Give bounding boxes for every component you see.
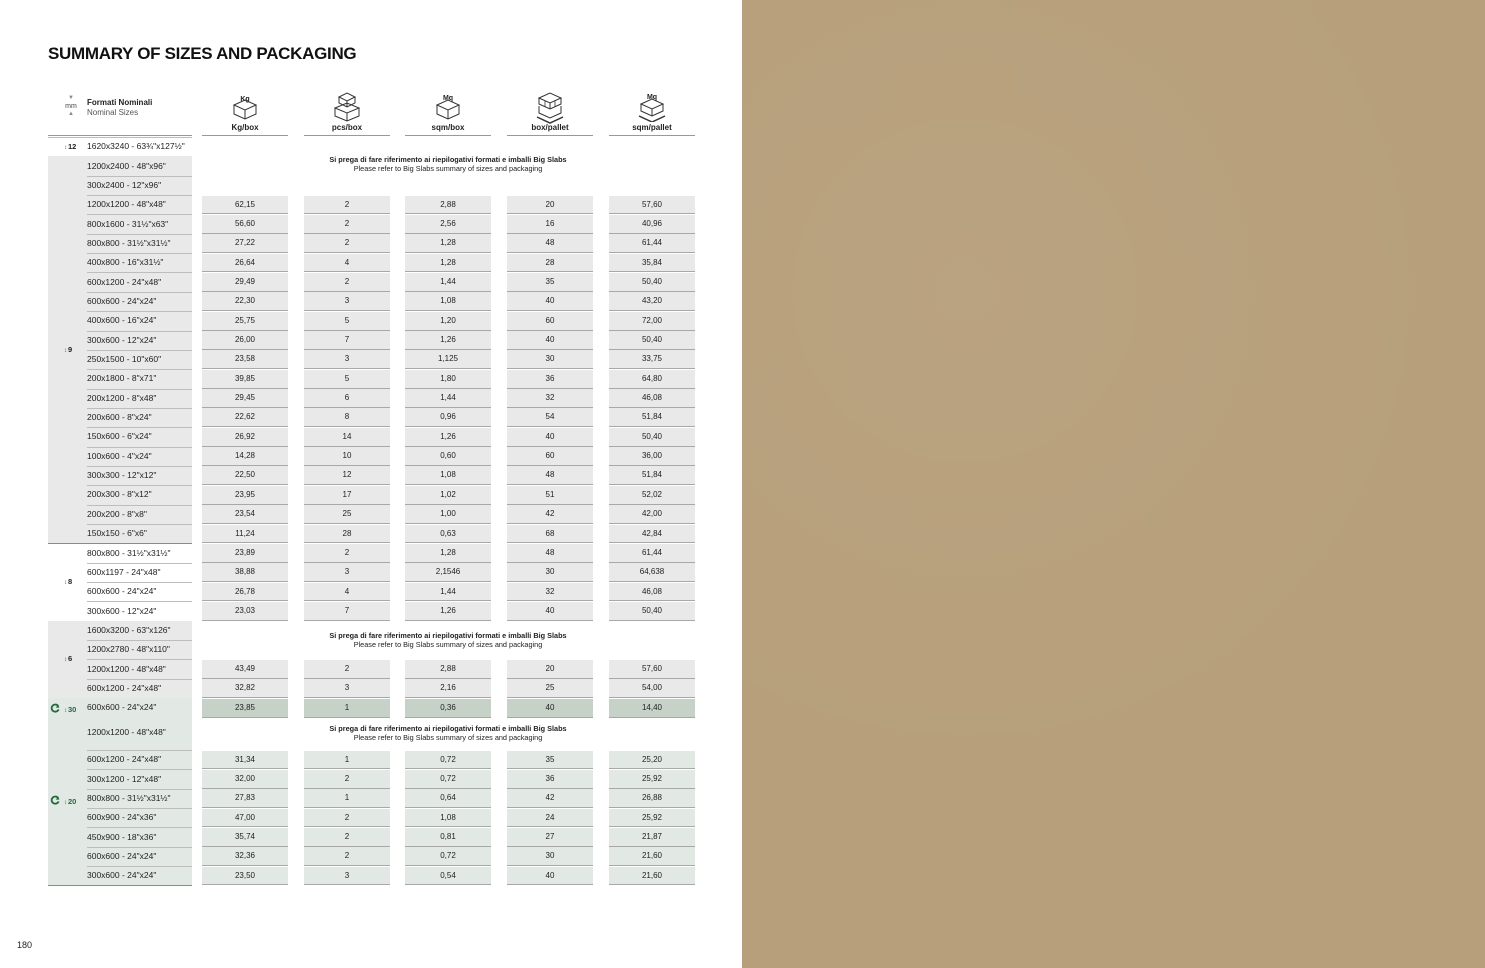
table-cell: 23,85 bbox=[202, 699, 288, 717]
big-slabs-note-it: Si prega di fare riferimento ai riepilogativi formati e imballi Big Slabs bbox=[329, 723, 567, 733]
size-label: 200x600 - 8"x24" bbox=[87, 412, 152, 423]
size-label: 1620x3240 - 63¾"x127½" bbox=[87, 141, 185, 152]
table-cell: 4 bbox=[304, 583, 390, 601]
size-label: 1600x3200 - 63"x126" bbox=[87, 624, 171, 635]
svg-text:Mq: Mq bbox=[442, 95, 454, 102]
size-label: 600x1200 - 24"x48" bbox=[87, 682, 162, 693]
size-label: 400x600 - 16"x24" bbox=[87, 315, 157, 326]
thickness-arrows-icon: ↕ bbox=[64, 657, 67, 664]
table-cell: 22,50 bbox=[202, 466, 288, 484]
table-cell: 29,45 bbox=[202, 389, 288, 407]
table-cell: 72,00 bbox=[609, 312, 695, 330]
thickness-label-30 bbox=[50, 703, 76, 714]
table-cell: 3 bbox=[304, 350, 390, 368]
weight-box-icon bbox=[202, 92, 288, 120]
svg-text:Mq: Mq bbox=[646, 94, 658, 101]
size-label: 600x600 - 24"x24" bbox=[87, 295, 157, 306]
cell-divider bbox=[405, 717, 491, 718]
table-cell: 7 bbox=[304, 331, 390, 349]
column-header-label: sqm/pallet bbox=[632, 123, 672, 132]
table-cell: 43,49 bbox=[202, 660, 288, 678]
table-cell: 14,40 bbox=[609, 699, 695, 717]
table-cell: 11,24 bbox=[202, 525, 288, 543]
size-label: 800x800 - 31½"x31½" bbox=[87, 792, 171, 803]
table-cell: 2 bbox=[304, 828, 390, 846]
table-cell: 54,00 bbox=[609, 679, 695, 697]
table-cell: 47,00 bbox=[202, 809, 288, 827]
column-header-pcs-per-box bbox=[304, 90, 390, 136]
size-label: 600x900 - 24"x36" bbox=[87, 812, 157, 823]
table-cell: 28 bbox=[507, 254, 593, 272]
table-cell: 38,88 bbox=[202, 563, 288, 581]
cell-divider bbox=[202, 884, 288, 885]
table-cell: 3 bbox=[304, 867, 390, 885]
table-cell: 1,02 bbox=[405, 486, 491, 504]
table-cell: 2 bbox=[304, 847, 390, 865]
table-cell: 42 bbox=[507, 789, 593, 807]
recycle-icon bbox=[50, 795, 60, 805]
cell-divider bbox=[609, 620, 695, 621]
table-cell: 0,54 bbox=[405, 867, 491, 885]
size-label: 400x800 - 16"x31½" bbox=[87, 257, 164, 268]
size-label: 200x1200 - 8"x48" bbox=[87, 392, 157, 403]
big-slabs-note-en: Please refer to Big Slabs summary of sizes and packaging bbox=[353, 640, 543, 650]
table-cell: 0,64 bbox=[405, 789, 491, 807]
thickness-value: 6 bbox=[68, 654, 73, 664]
table-cell: 42,84 bbox=[609, 525, 695, 543]
unit-label: mm bbox=[65, 103, 77, 110]
table-cell: 1,08 bbox=[405, 292, 491, 310]
table-cell: 23,58 bbox=[202, 350, 288, 368]
cell-divider bbox=[304, 620, 390, 621]
table-cell: 35 bbox=[507, 273, 593, 291]
size-label: 800x1600 - 31½"x63" bbox=[87, 218, 169, 229]
table-cell: 42,00 bbox=[609, 505, 695, 523]
size-label: 600x1200 - 24"x48" bbox=[87, 754, 162, 765]
table-cell: 2,1546 bbox=[405, 563, 491, 581]
table-cell: 0,36 bbox=[405, 699, 491, 717]
thickness-arrows-icon: ↕ bbox=[64, 145, 67, 151]
table-cell: 40 bbox=[507, 867, 593, 885]
pallet-boxes-icon bbox=[507, 92, 593, 124]
table-cell: 28 bbox=[304, 525, 390, 543]
table-cell: 60 bbox=[507, 447, 593, 465]
table-cell: 40 bbox=[507, 331, 593, 349]
table-cell: 57,60 bbox=[609, 660, 695, 678]
table-cell: 1,28 bbox=[405, 254, 491, 272]
table-cell: 1,00 bbox=[405, 505, 491, 523]
table-cell: 35,74 bbox=[202, 828, 288, 846]
table-cell: 27,83 bbox=[202, 789, 288, 807]
table-cell: 30 bbox=[507, 847, 593, 865]
table-cell: 25 bbox=[507, 679, 593, 697]
table-cell: 3 bbox=[304, 563, 390, 581]
table-cell: 1 bbox=[304, 789, 390, 807]
table-cell: 27,22 bbox=[202, 234, 288, 252]
table-cell: 50,40 bbox=[609, 602, 695, 620]
table-cell: 1,125 bbox=[405, 350, 491, 368]
table-cell: 0,96 bbox=[405, 408, 491, 426]
column-header-label: pcs/box bbox=[331, 123, 363, 132]
cell-divider bbox=[202, 620, 288, 621]
size-label: 200x1800 - 8"x71" bbox=[87, 373, 157, 384]
table-cell: 50,40 bbox=[609, 331, 695, 349]
table-cell: 40 bbox=[507, 699, 593, 717]
thickness-arrows-icon: ↕ bbox=[64, 347, 67, 354]
table-cell: 61,44 bbox=[609, 234, 695, 252]
cell-divider bbox=[202, 717, 288, 718]
table-cell: 24 bbox=[507, 809, 593, 827]
column-header-sqm-per-pallet bbox=[609, 90, 695, 136]
table-cell: 36 bbox=[507, 770, 593, 788]
table-cell: 25,20 bbox=[609, 751, 695, 769]
table-cell: 42 bbox=[507, 505, 593, 523]
thickness-value: 12 bbox=[68, 142, 77, 151]
stacked-boxes-icon bbox=[304, 92, 390, 122]
table-cell: 32 bbox=[507, 583, 593, 601]
table-cell: 36,00 bbox=[609, 447, 695, 465]
table-cell: 6 bbox=[304, 389, 390, 407]
size-label: 300x1200 - 12"x48" bbox=[87, 773, 162, 784]
thickness-arrows-icon: ↕ bbox=[64, 580, 67, 587]
table-cell: 39,85 bbox=[202, 370, 288, 388]
cell-divider bbox=[507, 717, 593, 718]
size-label: 1200x2780 - 48"x110" bbox=[87, 644, 170, 655]
table-cell: 43,20 bbox=[609, 292, 695, 310]
thickness-value: 30 bbox=[68, 705, 77, 715]
table-cell: 68 bbox=[507, 525, 593, 543]
table-cell: 20 bbox=[507, 196, 593, 214]
table-cell: 23,89 bbox=[202, 544, 288, 562]
thickness-label-12 bbox=[64, 142, 76, 151]
cell-divider bbox=[609, 717, 695, 718]
table-cell: 22,30 bbox=[202, 292, 288, 310]
column-header-label: sqm/box bbox=[431, 123, 465, 132]
table-cell: 21,60 bbox=[609, 847, 695, 865]
column-header-box-per-pallet bbox=[507, 90, 593, 136]
table-cell: 2,56 bbox=[405, 215, 491, 233]
size-label: 150x150 - 6"x6" bbox=[87, 528, 147, 539]
size-label: 800x800 - 31½"x31½" bbox=[87, 547, 171, 558]
big-slabs-note-it: Si prega di fare riferimento ai riepilogativi formati e imballi Big Slabs bbox=[329, 631, 567, 641]
thickness-arrows-icon: ↕ bbox=[64, 708, 67, 715]
thickness-label-8 bbox=[64, 577, 72, 586]
table-cell: 23,54 bbox=[202, 505, 288, 523]
table-cell: 1,44 bbox=[405, 273, 491, 291]
page-title: SUMMARY OF SIZES AND PACKAGING bbox=[48, 44, 357, 63]
table-cell: 25,75 bbox=[202, 312, 288, 330]
table-cell: 32,82 bbox=[202, 679, 288, 697]
table-cell: 52,02 bbox=[609, 486, 695, 504]
table-cell: 46,08 bbox=[609, 583, 695, 601]
table-cell: 1,26 bbox=[405, 428, 491, 446]
table-cell: 32 bbox=[507, 389, 593, 407]
cell-divider bbox=[405, 884, 491, 885]
big-slabs-note-it: Si prega di fare riferimento ai riepilogativi formati e imballi Big Slabs bbox=[329, 155, 567, 164]
format-header bbox=[87, 98, 152, 118]
table-cell: 1,08 bbox=[405, 809, 491, 827]
page-number: 180 bbox=[17, 940, 33, 950]
size-label: 300x600 - 12"x24" bbox=[87, 334, 157, 345]
table-cell: 2 bbox=[304, 544, 390, 562]
group-top-line bbox=[48, 137, 192, 138]
format-header-it: Formati Nominali bbox=[87, 98, 153, 107]
cell-divider bbox=[609, 884, 695, 885]
table-cell: 8 bbox=[304, 408, 390, 426]
table-cell: 5 bbox=[304, 370, 390, 388]
table-cell: 64,80 bbox=[609, 370, 695, 388]
size-label: 1200x1200 - 48"x48" bbox=[87, 663, 166, 674]
table-cell: 1,44 bbox=[405, 389, 491, 407]
table-cell: 21,60 bbox=[609, 867, 695, 885]
big-slabs-note-en: Please refer to Big Slabs summary of sizes and packaging bbox=[353, 164, 543, 173]
cell-divider bbox=[405, 620, 491, 621]
down-triangle-icon: ▼ bbox=[68, 95, 74, 101]
table-cell: 14 bbox=[304, 428, 390, 446]
table-cell: 30 bbox=[507, 350, 593, 368]
cell-divider bbox=[507, 620, 593, 621]
table-cell: 26,88 bbox=[609, 789, 695, 807]
table-cell: 1,80 bbox=[405, 370, 491, 388]
thickness-label-20 bbox=[50, 795, 76, 806]
table-cell: 2 bbox=[304, 660, 390, 678]
left-page bbox=[0, 0, 742, 968]
thickness-unit-header bbox=[60, 95, 82, 118]
table-cell: 2 bbox=[304, 273, 390, 291]
svg-text:Kg: Kg bbox=[240, 96, 250, 103]
table-cell: 54 bbox=[507, 408, 593, 426]
size-label: 1200x1200 - 48"x48" bbox=[87, 199, 166, 210]
table-cell: 25,92 bbox=[609, 770, 695, 788]
table-cell: 2,16 bbox=[405, 679, 491, 697]
size-label: 200x300 - 8"x12" bbox=[87, 489, 152, 500]
area-pallet-icon bbox=[609, 92, 695, 122]
size-label: 200x200 - 8"x8" bbox=[87, 508, 147, 519]
table-cell: 33,75 bbox=[609, 350, 695, 368]
table-cell: 2 bbox=[304, 234, 390, 252]
table-cell: 23,03 bbox=[202, 602, 288, 620]
table-cell: 25,92 bbox=[609, 809, 695, 827]
size-label: 600x600 - 24"x24" bbox=[87, 702, 157, 713]
table-cell: 2 bbox=[304, 215, 390, 233]
table-cell: 30 bbox=[507, 563, 593, 581]
table-cell: 40,96 bbox=[609, 215, 695, 233]
table-cell: 4 bbox=[304, 254, 390, 272]
area-box-icon bbox=[405, 92, 491, 120]
table-cell: 1 bbox=[304, 699, 390, 717]
table-cell: 1,26 bbox=[405, 331, 491, 349]
table-cell: 64,638 bbox=[609, 563, 695, 581]
column-header-sqm-per-box bbox=[405, 90, 491, 136]
table-cell: 1,44 bbox=[405, 583, 491, 601]
size-label: 1200x1200 - 48"x48" bbox=[87, 727, 166, 737]
table-cell: 10 bbox=[304, 447, 390, 465]
cell-divider bbox=[304, 884, 390, 885]
table-cell: 23,95 bbox=[202, 486, 288, 504]
table-cell: 57,60 bbox=[609, 196, 695, 214]
table-cell: 60 bbox=[507, 312, 593, 330]
table-cell: 1,28 bbox=[405, 234, 491, 252]
size-label: 150x600 - 6"x24" bbox=[87, 431, 152, 442]
size-label: 800x800 - 31½"x31½" bbox=[87, 237, 171, 248]
size-label: 600x600 - 24"x24" bbox=[87, 586, 157, 597]
table-cell: 27 bbox=[507, 828, 593, 846]
size-label: 250x1500 - 10"x60" bbox=[87, 354, 162, 365]
table-cell: 51 bbox=[507, 486, 593, 504]
big-slabs-note bbox=[304, 631, 592, 649]
header-divider bbox=[48, 135, 192, 136]
table-cell: 12 bbox=[304, 466, 390, 484]
group-divider bbox=[48, 885, 192, 886]
table-cell: 26,64 bbox=[202, 254, 288, 272]
cell-divider bbox=[507, 884, 593, 885]
table-cell: 0,72 bbox=[405, 847, 491, 865]
table-cell: 50,40 bbox=[609, 273, 695, 291]
table-cell: 56,60 bbox=[202, 215, 288, 233]
table-cell: 32,36 bbox=[202, 847, 288, 865]
table-cell: 0,81 bbox=[405, 828, 491, 846]
table-cell: 51,84 bbox=[609, 466, 695, 484]
table-cell: 2 bbox=[304, 809, 390, 827]
table-cell: 40 bbox=[507, 292, 593, 310]
table-cell: 46,08 bbox=[609, 389, 695, 407]
table-cell: 5 bbox=[304, 312, 390, 330]
column-header-Kg-per-box bbox=[202, 90, 288, 136]
table-cell: 23,50 bbox=[202, 867, 288, 885]
table-cell: 40 bbox=[507, 602, 593, 620]
table-cell: 2 bbox=[304, 770, 390, 788]
thickness-value: 20 bbox=[68, 797, 77, 807]
table-cell: 35 bbox=[507, 751, 593, 769]
table-cell: 1,26 bbox=[405, 602, 491, 620]
table-cell: 1,28 bbox=[405, 544, 491, 562]
table-cell: 2 bbox=[304, 196, 390, 214]
table-cell: 21,87 bbox=[609, 828, 695, 846]
column-header-label: box/pallet bbox=[531, 123, 569, 132]
size-label: 1200x2400 - 48"x96" bbox=[87, 160, 166, 171]
table-cell: 0,72 bbox=[405, 751, 491, 769]
thickness-arrows-icon: ↕ bbox=[64, 800, 67, 807]
table-cell: 32,00 bbox=[202, 770, 288, 788]
table-cell: 31,34 bbox=[202, 751, 288, 769]
size-label: 600x600 - 24"x24" bbox=[87, 850, 157, 861]
table-cell: 26,92 bbox=[202, 428, 288, 446]
table-cell: 36 bbox=[507, 370, 593, 388]
up-triangle-icon: ▲ bbox=[68, 111, 74, 117]
table-cell: 3 bbox=[304, 292, 390, 310]
table-cell: 50,40 bbox=[609, 428, 695, 446]
big-slabs-note bbox=[304, 155, 592, 173]
table-cell: 3 bbox=[304, 679, 390, 697]
size-label: 450x900 - 18"x36" bbox=[87, 831, 157, 842]
size-label: 300x600 - 24"x24" bbox=[87, 870, 157, 881]
table-cell: 62,15 bbox=[202, 196, 288, 214]
format-header-en: Nominal Sizes bbox=[87, 108, 139, 117]
size-label: 300x600 - 12"x24" bbox=[87, 605, 157, 616]
recycle-icon bbox=[50, 703, 60, 713]
table-cell: 17 bbox=[304, 486, 390, 504]
table-cell: 20 bbox=[507, 660, 593, 678]
table-cell: 26,00 bbox=[202, 331, 288, 349]
table-cell: 1,08 bbox=[405, 466, 491, 484]
table-cell: 0,63 bbox=[405, 525, 491, 543]
kraft-paper-page bbox=[742, 0, 1485, 968]
table-cell: 29,49 bbox=[202, 273, 288, 291]
table-cell: 61,44 bbox=[609, 544, 695, 562]
size-label: 600x1197 - 24"x48" bbox=[87, 566, 161, 577]
table-cell: 48 bbox=[507, 544, 593, 562]
table-cell: 1 bbox=[304, 751, 390, 769]
thickness-label-6 bbox=[64, 654, 72, 663]
table-cell: 48 bbox=[507, 466, 593, 484]
thickness-value: 8 bbox=[68, 577, 73, 587]
table-cell: 26,78 bbox=[202, 583, 288, 601]
table-cell: 16 bbox=[507, 215, 593, 233]
cell-divider bbox=[304, 717, 390, 718]
table-cell: 35,84 bbox=[609, 254, 695, 272]
big-slabs-note-en: Please refer to Big Slabs summary of sizes and packaging bbox=[353, 732, 543, 742]
table-cell: 14,28 bbox=[202, 447, 288, 465]
size-label: 600x1200 - 24"x48" bbox=[87, 276, 162, 287]
table-cell: 2,88 bbox=[405, 660, 491, 678]
table-cell: 7 bbox=[304, 602, 390, 620]
table-cell: 48 bbox=[507, 234, 593, 252]
table-cell: 0,60 bbox=[405, 447, 491, 465]
table-cell: 1,20 bbox=[405, 312, 491, 330]
table-cell: 51,84 bbox=[609, 408, 695, 426]
table-cell: 22,62 bbox=[202, 408, 288, 426]
size-label: 100x600 - 4"x24" bbox=[87, 450, 152, 461]
size-label: 300x300 - 12"x12" bbox=[87, 470, 157, 481]
big-slabs-note bbox=[304, 724, 592, 742]
table-cell: 2,88 bbox=[405, 196, 491, 214]
table-cell: 0,72 bbox=[405, 770, 491, 788]
table-cell: 40 bbox=[507, 428, 593, 446]
column-header-label: Kg/box bbox=[231, 123, 259, 132]
table-cell: 25 bbox=[304, 505, 390, 523]
size-label: 300x2400 - 12"x96" bbox=[87, 179, 162, 190]
thickness-label-9 bbox=[64, 345, 72, 354]
thickness-value: 9 bbox=[68, 344, 73, 354]
